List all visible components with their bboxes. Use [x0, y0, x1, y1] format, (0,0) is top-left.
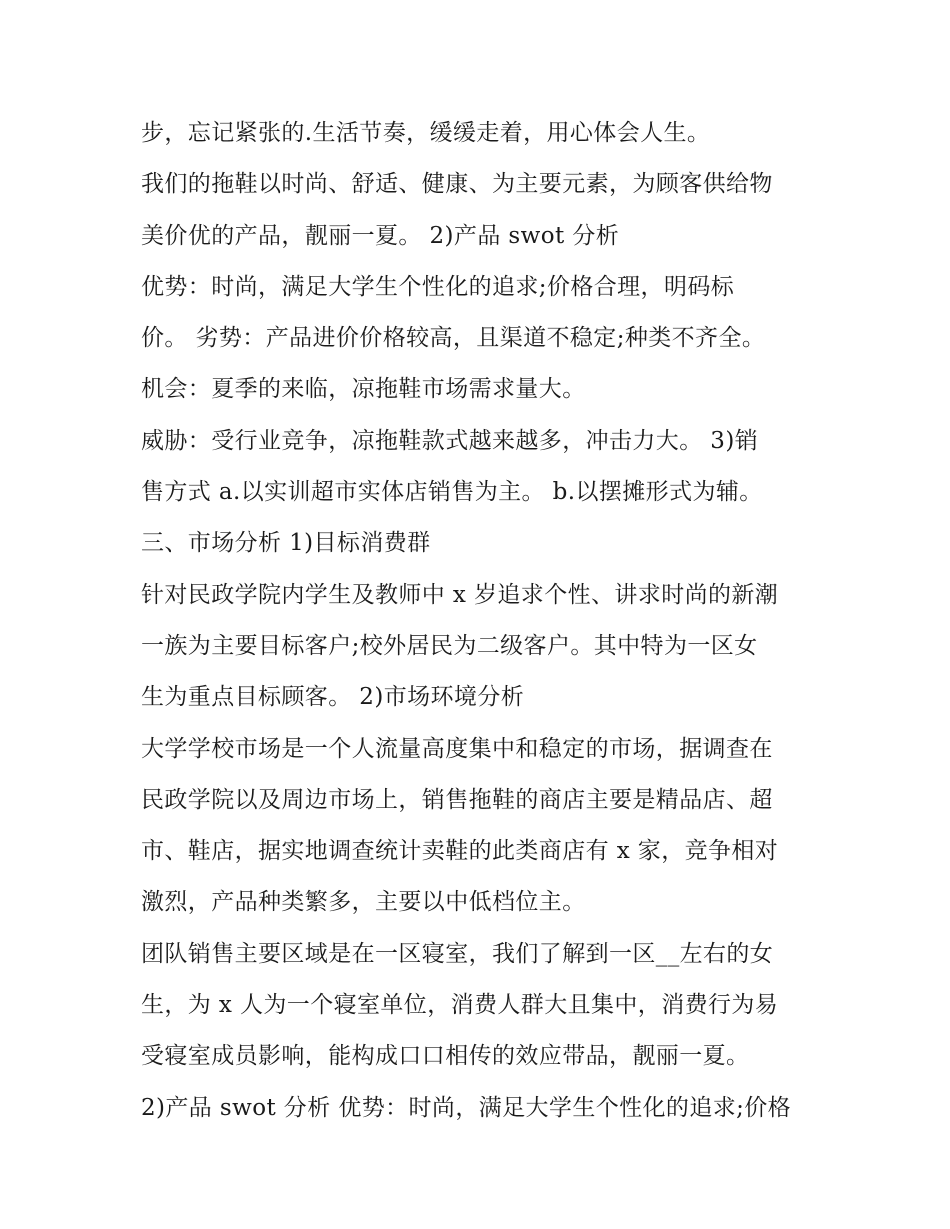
document-body	[141, 108, 831, 1134]
text-line: 大学学校市场是一个人流量高度集中和稳定的市场，据调查在	[141, 735, 773, 762]
text-line: 针对民政学院内学生及教师中 x 岁追求个性、讲求时尚的新潮	[141, 581, 779, 608]
text-line: 激烈，产品种类繁多，主要以中低档位主。	[141, 889, 586, 916]
text-line: 优势：时尚，满足大学生个性化的追求;价格合理，明码标	[141, 273, 735, 300]
text-line: 美价优的产品，靓丽一夏。 2)产品 swot 分析	[141, 222, 620, 249]
text-line: 生，为 x 人为一个寝室单位，消费人群大且集中，消费行为易	[141, 992, 779, 1019]
text-line: 威胁：受行业竞争，凉拖鞋款式越来越多，冲击力大。 3)销	[141, 427, 759, 454]
text-line: 民政学院以及周边市场上，销售拖鞋的商店主要是精品店、超	[141, 786, 773, 813]
text-line: 2)产品 swot 分析 优势：时尚，满足大学生个性化的追求;价格	[141, 1094, 792, 1121]
text-line: 价。 劣势：产品进价价格较高，且渠道不稳定;种类不齐全。	[141, 325, 766, 352]
text-line: 我们的拖鞋以时尚、舒适、健康、为主要元素，为顾客供给物	[141, 171, 773, 198]
text-line: 团队销售主要区域是在一区寝室，我们了解到一区__左右的女	[141, 940, 774, 967]
text-line: 受寝室成员影响，能构成口口相传的效应带品，靓丽一夏。	[141, 1043, 750, 1070]
text-line: 机会：夏季的来临，凉拖鞋市场需求量大。	[141, 376, 586, 403]
text-line: 市、鞋店，据实地调查统计卖鞋的此类商店有 x 家，竞争相对	[141, 838, 779, 865]
text-line: 售方式 a.以实训超市实体店销售为主。 b.以摆摊形式为辅。	[141, 479, 763, 506]
section-heading: 三、市场分析 1)目标消费群	[141, 530, 431, 557]
text-line: 一族为主要目标客户;校外居民为二级客户。其中特为一区女	[141, 632, 758, 659]
text-line: 步，忘记紧张的.生活节奏，缓缓走着，用心体会人生。	[141, 120, 711, 146]
text-line: 生为重点目标顾客。 2)市场环境分析	[141, 684, 525, 711]
